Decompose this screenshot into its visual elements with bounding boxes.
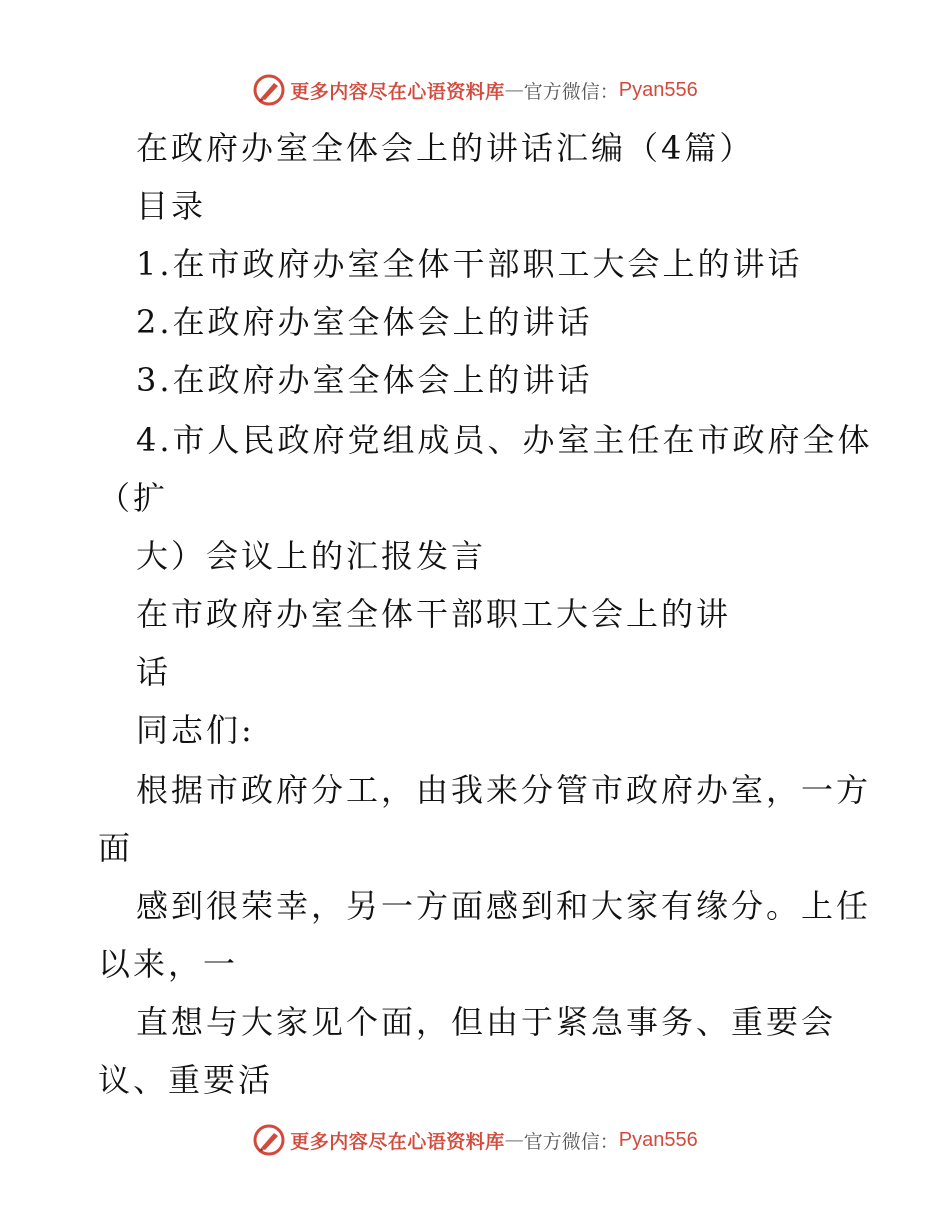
toc-heading: 目录 — [136, 187, 207, 225]
pen-logo-icon — [252, 1123, 286, 1157]
document-title: 在政府办室全体会上的讲话汇编（4篇） — [136, 129, 755, 167]
banner-wechat-id: Pyan556 — [618, 1128, 698, 1151]
paragraph-line: 感到很荣幸，另一方面感到和大家有缘分。上任 — [136, 887, 872, 925]
header-watermark-banner — [0, 70, 950, 110]
banner-wechat-id: Pyan556 — [618, 78, 698, 101]
paragraph-line: 面 — [98, 829, 134, 867]
banner-wechat-label: 官方微信： — [523, 80, 619, 103]
paragraph-line: 直想与大家见个面，但由于紧急事务、重要会 — [136, 1003, 837, 1041]
banner-separator: — — [504, 79, 524, 101]
banner-wechat-label: 官方微信： — [523, 1130, 619, 1153]
toc-item-2: 2.在政府办室全体会上的讲话 — [136, 303, 593, 341]
paragraph-line: 以来，一 — [98, 945, 239, 983]
toc-item-4: 4.市人民政府党组成员、办室主任在市政府全体 — [136, 421, 873, 459]
section-title: 在市政府办室全体干部职工大会上的讲 — [136, 595, 732, 633]
banner-text: 更多内容尽在心语资料库 — [290, 80, 505, 103]
toc-item-4-cont: 大）会议上的汇报发言 — [136, 537, 487, 575]
pen-logo-icon — [252, 73, 286, 107]
banner-text: 更多内容尽在心语资料库 — [290, 1130, 505, 1153]
paragraph-line: 议、重要活 — [98, 1061, 274, 1099]
toc-item-1: 1.在市政府办室全体干部职工大会上的讲话 — [136, 245, 803, 283]
footer-watermark-banner — [0, 1120, 950, 1160]
salutation: 同志们: — [136, 711, 255, 749]
banner-separator: — — [504, 1129, 524, 1151]
paragraph-line: 根据市政府分工，由我来分管市政府办室，一方 — [136, 771, 872, 809]
toc-item-4-wrap: （扩 — [98, 479, 169, 517]
toc-item-3: 3.在政府办室全体会上的讲话 — [136, 361, 593, 399]
section-title-cont: 话 — [136, 653, 172, 691]
